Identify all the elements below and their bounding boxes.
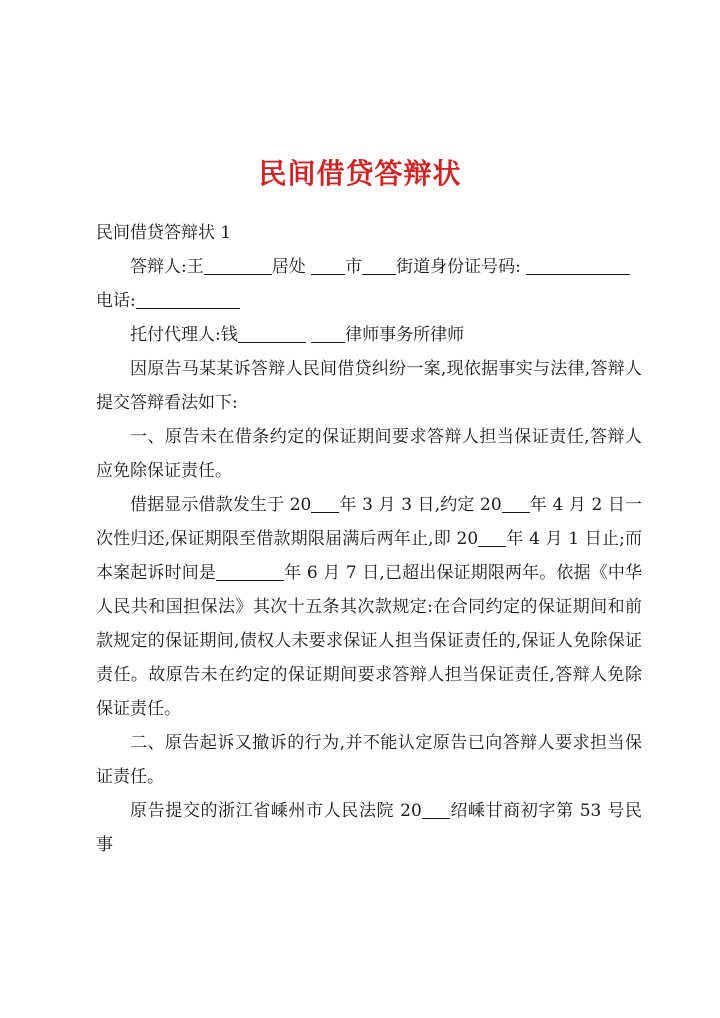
- para2-text-1: 借据显示借款发生于 20: [130, 495, 312, 515]
- para2-text-3: 年 4 月 2 日一次性归还,保证期限至借款期限届满后两年止,即 20: [96, 495, 642, 549]
- year-blank-5: [422, 798, 450, 819]
- year-blank-2: [502, 492, 530, 513]
- street-id-label: 街道身份证号码:: [396, 257, 521, 277]
- document-title: 民间借贷答辩状: [258, 157, 462, 190]
- intro-paragraph: 因原告马某某诉答辩人民间借贷纠纷一案,现依据事实与法律,答辩人提交答辩看法如下:: [96, 359, 642, 413]
- respondent-surname: 王: [186, 257, 204, 277]
- year-blank-3: [478, 526, 506, 547]
- respondent-label: 答辩人:: [130, 257, 187, 277]
- city-blank: [311, 254, 345, 275]
- residence-label: 居处: [271, 257, 306, 277]
- document-heading: 民间借贷答辩状 1: [96, 223, 232, 243]
- year-blank-1: [311, 492, 339, 513]
- phone-blank: [136, 288, 240, 309]
- respondent-line: [96, 250, 642, 284]
- phone-label: 电话:: [96, 291, 136, 311]
- street-blank: [362, 254, 396, 275]
- para2-text-4: 年 4 月 1 日止;而本案起诉时间是: [96, 529, 643, 583]
- agent-firm-suffix: 律师事务所律师: [345, 325, 465, 345]
- evidence-paragraph: [96, 794, 642, 862]
- agent-surname: 钱: [220, 325, 238, 345]
- agent-line: [96, 318, 642, 352]
- para3-text-1: 原告提交的浙江省嵊州市人民法院 20: [130, 801, 422, 821]
- year-blank-4: [216, 560, 284, 581]
- guarantee-period-paragraph: [96, 488, 642, 726]
- agent-name-blank: [238, 322, 306, 343]
- para2-text-5: 年 6 月 7 日,已超出保证期限两年。依据《中华人民共和国担保法》其次十五条其次款规定:在合同约定的保证期间和前款规定的保证期间,债权人未要求保证人担当保证责任的,保证人免除保证责任。故原告未在约定的保证期间要求答辩人担当保证责任,答辩人免除保证责任。: [96, 563, 642, 719]
- point-two-heading: 二、原告起诉又撤诉的行为,并不能认定原告已向答辩人要求担当保证责任。: [96, 733, 642, 787]
- point-one-heading: 一、原告未在借条约定的保证期间要求答辩人担当保证责任,答辩人应免除保证责任。: [96, 427, 642, 481]
- city-label: 市: [345, 257, 363, 277]
- para3-text-2: 绍嵊甘商初字第 53 号民事: [96, 801, 642, 855]
- agent-label: 托付代理人:: [130, 325, 221, 345]
- respondent-name-blank: [204, 254, 272, 275]
- law-firm-blank: [311, 322, 345, 343]
- phone-line: [96, 284, 642, 318]
- id-number-blank: [526, 254, 630, 275]
- para2-text-2: 年 3 月 3 日,约定 20: [339, 495, 502, 515]
- document-body: [96, 216, 642, 862]
